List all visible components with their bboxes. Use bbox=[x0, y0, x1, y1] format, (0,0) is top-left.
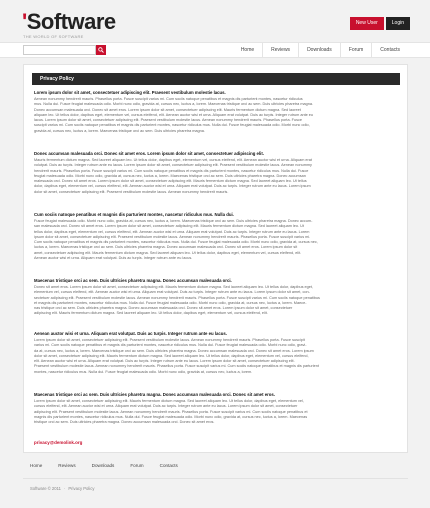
paragraph-line: elementum vel, cursus eleifend, elit. Aenean auctor wisi et urna. Aliquam erat volutpat. Duis ac turpis. Integer rutrum ante eu lacus. Lorem ipsum dolor sit amet, con- bbox=[34, 290, 310, 295]
policy-section bbox=[34, 151, 399, 195]
navbar bbox=[0, 42, 430, 58]
search-button[interactable] bbox=[96, 45, 106, 55]
paragraph-line: sectetuer adipiscing elit. Praesent vestibulum molestie lacus. Aenean nonummy hendrerit mauris. Phasellus porta. Fusce suscipit varius mi. Cum sociis natoque penatibus bbox=[34, 295, 320, 300]
paragraph-line: feugiat malesuada odio. Morbi nunc odio, gravida at, cursus nec, luctus a, lorem. Maecenas tristique orci ac sem. Duis ultricies pharetra magna. Donec accumsan bbox=[34, 173, 306, 178]
paragraph-line: aliquam leo. Ut tellus dolor, dapibus eget, elementum vel, cursus eleifend, elit. Aenean auctor wisi et urna. Aliquam erat volutpat. Duis ac turpis. Integer rutrum ante eu bbox=[34, 112, 314, 117]
search-icon bbox=[98, 47, 104, 53]
login-button[interactable]: Login bbox=[386, 17, 410, 30]
separator: · bbox=[63, 486, 66, 491]
paragraph-line: magnis dis parturient montes, nascetur ridiculus mus. Nulla dui. Fusce feugiat malesuada odio. Morbi nunc odio, gravida at, cursus nec, luctus a, lorem. Maecenas bbox=[34, 414, 308, 419]
content-panel bbox=[23, 64, 408, 453]
paragraph-line: luctus a, lorem. Maecenas tristique orci ac sem. Duis ultricies pharetra magna. Donec accumsan malesuada orci. Donec sit amet eros. Lorem ipsum dolor sit bbox=[34, 245, 298, 250]
paragraph-line: adipiscing elit. Mauris fermentum dictum magna. Sed laoreet aliquam leo. Ut tellus dolor, dapibus eget, elementum vel, cursus eleifend, elit. bbox=[34, 311, 268, 316]
logo-accent: ' bbox=[22, 9, 27, 34]
paragraph-line: mus. Nulla dui. Fusce feugiat malesuada odio. Morbi nunc odio, gravida at, cursus nec, luctus a, lorem. Maecenas tristique orci ac sem. Duis ultricies pharetra magna. bbox=[34, 102, 313, 107]
footer-link-downloads[interactable]: Downloads bbox=[91, 463, 115, 468]
nav-item-forum[interactable]: Forum bbox=[340, 43, 371, 57]
policy-section bbox=[34, 90, 399, 134]
paragraph-line: montes, nascetur ridiculus mus. Nulla dui. Fusce feugiat malesuada odio. Morbi nunc odio, gravida at, cursus nec, luctus a, lorem. bbox=[34, 369, 253, 374]
contact-email-link[interactable]: privacy@demolink.org bbox=[34, 440, 83, 445]
header bbox=[0, 0, 430, 42]
policy-section bbox=[34, 278, 399, 317]
paragraph-line: malesuada orci. Donec sit amet eros. Lorem ipsum dolor sit amet, consectetuer adipiscing elit. Mauris fermentum dictum magna. Sed laoreet aliquam leo. Ut tellus bbox=[34, 179, 307, 184]
paragraph-line: Lorem ipsum dolor sit amet, consectetuer adipiscing elit. Praesent vestibulum molestie lacus. Aenean nonummy hendrerit mauris. Phasellus porta. Fusce suscipit bbox=[34, 338, 305, 342]
copyright-text: Software © 2011 bbox=[30, 486, 61, 491]
logo-text: Software bbox=[26, 9, 116, 34]
paragraph-line: Fusce feugiat malesuada odio. Morbi nunc odio, gravida at, cursus nec, luctus a, lorem. Maecenas tristique orci ac sem. Duis ultricies pharetra magna. Donec accum- bbox=[34, 219, 313, 223]
paragraph-line: Aenean auctor wisi et urna. Aliquam erat volutpat. Duis ac turpis. Integer rutrum ante eu lacus. bbox=[34, 256, 193, 261]
paragraph-line: cursus eleifend, elit. Aenean auctor wisi et urna. Aliquam erat volutpat. Duis ac turpis. Integer rutrum ante eu lacus. Lorem ipsum dolor sit amet, consectetuer bbox=[34, 404, 298, 409]
paragraph-line: tristique orci ac sem. Duis ultricies pharetra magna. Donec accumsan malesuada orci. Donec sit amet eros. bbox=[34, 420, 215, 425]
paragraph-line: Praesent vestibulum molestie lacus. Aenean nonummy hendrerit mauris. Phasellus porta. Fusce suscipit varius mi. Cum sociis natoque penatibus et magnis dis parturient bbox=[34, 364, 319, 369]
paragraph-line: tellus dolor, dapibus eget, elementum vel, cursus eleifend, elit. Aenean auctor wisi et urna. Aliquam erat volutpat. Duis ac turpis. Integer rutrum ante eu lacus. Lorem bbox=[34, 229, 310, 234]
auth-buttons bbox=[350, 17, 410, 30]
footer-link-forum[interactable]: Forum bbox=[130, 463, 144, 468]
paragraph-line: Lorem ipsum dolor sit amet, consectetuer adipiscing elit. Mauris fermentum dictum magna. Sed laoreet aliquam leo. Ut tellus dolor, dapibus eget, elementum vel, bbox=[34, 399, 304, 403]
policy-section bbox=[34, 212, 399, 261]
footer-link-contacts[interactable]: Contacts bbox=[159, 463, 178, 468]
footer-nav bbox=[30, 463, 194, 468]
footer-link-home[interactable]: Home bbox=[30, 463, 43, 468]
footer-divider bbox=[23, 478, 408, 479]
paragraph-line: dolor sit amet, consectetuer adipiscing elit. Mauris fermentum dictum magna. Sed laoreet aliquam leo. Ut tellus dolor, dapibus eget, elementum vel, cursus eleifend, bbox=[34, 353, 309, 358]
paragraph-line: Cum sociis natoque penatibus et magnis dis parturient montes, nascetur ridiculus mus. Nulla dui. Fusce feugiat malesuada odio. Morbi nunc odio, gravida at, cursus nec, bbox=[34, 240, 318, 245]
paragraph-line: amet, consectetuer adipiscing elit. Mauris fermentum dictum magna. Sed laoreet aliquam leo. Ut tellus dolor, dapibus eget, elementum vel, cursus eleifend, elit. bbox=[34, 250, 302, 255]
section-heading: Donec accumsan malesuada orci. Donec sit amet eros. Lorem ipsum dolor sit amet, consectetuer adipiscing elit. bbox=[34, 151, 264, 156]
new-user-button[interactable]: New User bbox=[350, 17, 384, 30]
section-heading: Cum sociis natoque penatibus et magnis dis parturient montes, nascetur ridiculus mus. Nulla dui. bbox=[34, 212, 234, 217]
paragraph-line: elit. Aenean auctor wisi et urna. Aliquam erat volutpat. Duis ac turpis. Integer rutrum ante eu lacus. Lorem ipsum dolor sit amet, consectetuer adipiscing elit. bbox=[34, 359, 295, 364]
tagline: THE WORLD OF SOFTWARE bbox=[23, 34, 84, 39]
logo[interactable] bbox=[22, 11, 116, 33]
nav-item-contacts[interactable]: Contacts bbox=[371, 43, 408, 57]
paragraph-line: da at, cursus nec, luctus a, lorem. Maecenas tristique orci ac sem. Duis ultricies pharetra magna. Donec accumsan malesuada orci. Donec sit amet eros. Lorem ipsum bbox=[34, 348, 314, 353]
paragraph-line: ipsum dolor sit amet, consectetuer adipiscing elit. Praesent vestibulum molestie lacus. Aenean nonummy hendrerit mauris. Phasellus porta. Fusce suscipit varius mi. bbox=[34, 234, 311, 239]
footer-privacy-link[interactable]: Privacy Policy bbox=[68, 486, 95, 491]
paragraph-line: dolor, dapibus eget, elementum vel, cursus eleifend, elit. Aenean auctor wisi et urna. Aliquam erat volutpat. Duis ac turpis. Integer rutrum ante eu lacus. Lorem ipsum bbox=[34, 184, 311, 189]
paragraph-line: nas tristique orci ac sem. Duis ultricies pharetra magna. Donec accumsan malesuada orci. Donec sit amet eros. Lorem ipsum dolor sit amet, consectetuer bbox=[34, 306, 293, 311]
search-input[interactable] bbox=[23, 45, 96, 55]
main-nav bbox=[233, 43, 408, 57]
section-heading: Maecenas tristique orci ac sem. Duis ultricies pharetra magna. Donec accumsan malesuada orci. bbox=[34, 278, 232, 283]
paragraph-line: Donec accumsan malesuada orci. Donec sit amet eros. Lorem ipsum dolor sit amet, consectetuer adipiscing elit. Mauris fermentum dictum magna. Sed laoreet bbox=[34, 107, 301, 112]
paragraph-line: lacus. Lorem ipsum dolor sit amet, consectetuer adipiscing elit. Praesent vestibulum molestie lacus. Aenean nonummy hendrerit mauris. Phasellus porta. Fusce bbox=[34, 118, 303, 123]
nav-item-downloads[interactable]: Downloads bbox=[298, 43, 340, 57]
copyright bbox=[30, 486, 94, 491]
nav-item-reviews[interactable]: Reviews bbox=[262, 43, 298, 57]
paragraph-line: gravida at, cursus nec, luctus a, lorem. Maecenas tristique orci ac sem. Duis ultricies pharetra magna. bbox=[34, 128, 205, 133]
paragraph-line: varius mi. Cum sociis natoque penatibus et magnis dis parturient montes, nascetur ridiculus mus. Nulla dui. Fusce feugiat malesuada odio. Morbi nunc odio, gravi- bbox=[34, 343, 307, 348]
policy-section bbox=[34, 331, 399, 375]
footer-link-reviews[interactable]: Reviews bbox=[58, 463, 76, 468]
paragraph-line: suscipit varius mi. Cum sociis natoque penatibus et magnis dis parturient montes, nascetur ridiculus mus. Nulla dui. Fusce feugiat malesuada odio. Morbi nunc odio, bbox=[34, 123, 310, 128]
section-heading: Maecenas tristique orci ac sem. Duis ultricies pharetra magna. Donec accumsan malesuada orci. Donec sit amet eros. bbox=[34, 392, 275, 397]
paragraph-line: volutpat. Duis ac turpis. Integer rutrum ante eu lacus. Lorem ipsum dolor sit amet, consectetuer adipiscing elit. Praesent vestibulum molestie lacus. Aenean nonummy bbox=[34, 163, 312, 168]
paragraph-line: adipiscing elit. Praesent vestibulum molestie lacus. Aenean nonummy hendrerit mauris. Phasellus porta. Fusce suscipit varius mi. Cum sociis natoque penatibus et bbox=[34, 409, 308, 414]
paragraph-line: dolor sit amet, consectetuer adipiscing elit. Praesent vestibulum molestie lacus. Aenean nonummy hendrerit mauris. bbox=[34, 189, 229, 194]
section-heading: Aenean auctor wisi et urna. Aliquam erat volutpat. Duis ac turpis. Integer rutrum ante eu lacus. bbox=[34, 331, 228, 336]
paragraph-line: Donec sit amet eros. Lorem ipsum dolor sit amet, consectetuer adipiscing elit. Mauris fermentum dictum magna. Sed laoreet aliquam leo. Ut tellus dolor, dapibus eget, bbox=[34, 285, 313, 289]
section-heading: Lorem ipsum dolor sit amet, consectetuer adipiscing elit. Praesent vestibulum molestie lacus. bbox=[34, 90, 226, 95]
paragraph-line: et magnis dis parturient montes, nascetur ridiculus mus. Nulla dui. Fusce feugiat malesuada odio. Morbi nunc odio, gravida at, cursus nec, luctus a, lorem. Maece- bbox=[34, 300, 307, 305]
page-title: Privacy Policy bbox=[40, 76, 74, 82]
paragraph-line: hendrerit mauris. Phasellus porta. Fusce suscipit varius mi. Cum sociis natoque penatibus et magnis dis parturient montes, nascetur ridiculus mus. Nulla dui. Fusce bbox=[34, 168, 309, 173]
nav-item-home[interactable]: Home bbox=[240, 47, 255, 53]
policy-section bbox=[34, 392, 399, 425]
page-title-bar bbox=[32, 73, 400, 85]
paragraph-line: san malesuada orci. Donec sit amet eros. Lorem ipsum dolor sit amet, consectetuer adipiscing elit. Mauris fermentum dictum magna. Sed laoreet aliquam leo. Ut bbox=[34, 224, 304, 229]
paragraph-line: Aenean nonummy hendrerit mauris. Phasellus porta. Fusce suscipit varius mi. Cum sociis natoque penatibus et magnis dis parturient montes, nascetur ridiculus bbox=[34, 97, 303, 101]
paragraph-line: Mauris fermentum dictum magna. Sed laoreet aliquam leo. Ut tellus dolor, dapibus eget, elementum vel, cursus eleifend, elit. Aenean auctor wisi et urna. Aliquam erat bbox=[34, 158, 312, 162]
